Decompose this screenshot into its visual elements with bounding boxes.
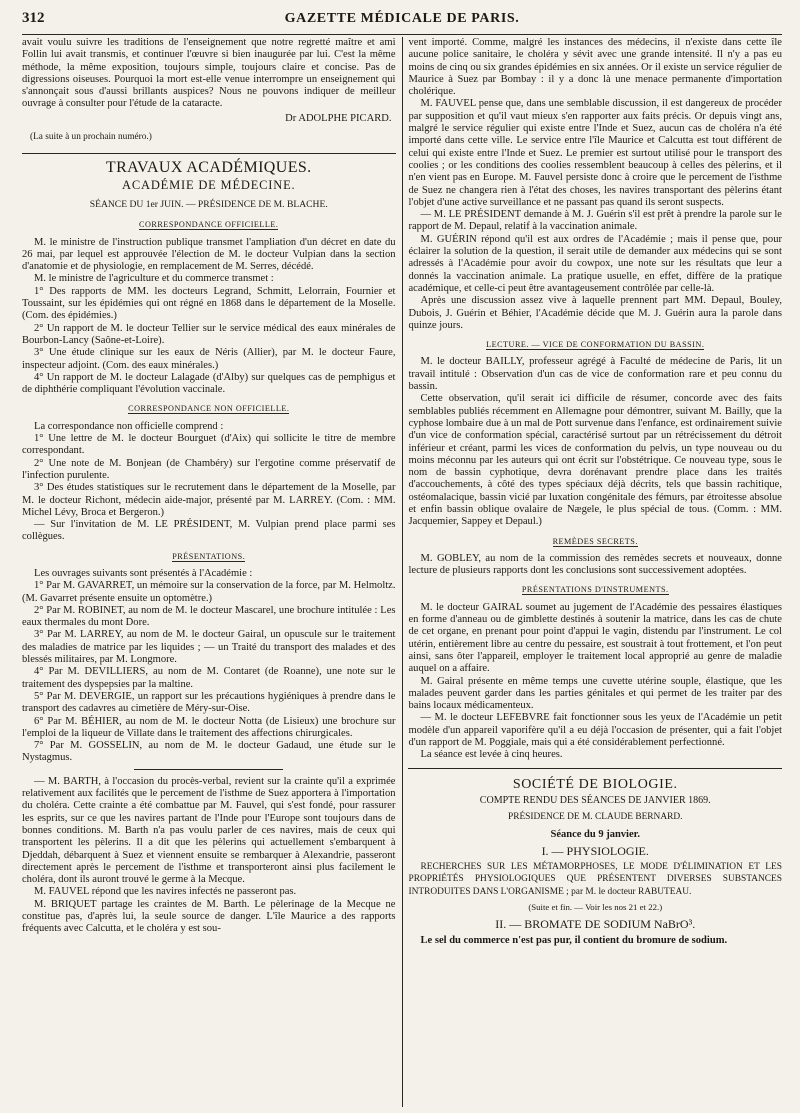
- report-heading: COMPTE RENDU DES SÉANCES DE JANVIER 1869.: [479, 794, 711, 806]
- academy-heading: ACADÉMIE DE MÉDECINE.: [122, 177, 296, 192]
- paragraph: 3° Par M. LARREY, au nom de M. le docteur Gairal, un opuscule sur le traitement des maladies de matrice par les liquides ; — un Traité du transport des malades et des blessés militaires, par M. Longmore.: [22, 629, 396, 666]
- paragraph: — M. BARTH, à l'occasion du procès-verbal, revient sur la crainte qu'il a exprimée relativement aux facilités que le percement de l'isthme de Suez apportera à l'importation du choléra. Cette crainte a été combattue par M. Fauvel, qui s'est fondé, pour rassurer les esprits, sur ce que les navires partant de l'Inde pour l'Europe sont toujours dans de bonnes conditions. M. Barth n'a pas voulu parler de ces navires, mais de ceux qui transportent les pèlerins. Il a dit que les pèlerins qui actuellement s'embarquent à Djeddah, débarquent à Suez et viennent ensuite se rembarquer à Alexandrie, passeront directement après le percement de l'isthme et transporteront ainsi plus facilement le choléra, dont ils auront trouvé le germe à la Mecque.: [22, 775, 396, 886]
- page-number: 312: [22, 10, 45, 26]
- subsection-heading: PRÉSENTATIONS D'INSTRUMENTS.: [521, 585, 669, 595]
- paragraph: M. BRIQUET partage les craintes de M. Barth. Le pèlerinage de la Mecque ne constitue pas, d'après lui, la seule source de danger. L'île Maurice a des rapports fréquents avec Calcutta, et le choléra y est sou-: [22, 898, 396, 935]
- paragraph: 1° Une lettre de M. le docteur Bourguet (d'Aix) qui sollicite le titre de membre correspondant.: [22, 433, 396, 457]
- paragraph: 5° Par M. DEVERGIE, un rapport sur les précautions hygiéniques à prendre dans le transport des cadavres au cimetière de Méry-sur-Oise.: [22, 690, 396, 715]
- bromate-heading: II. — BROMATE DE SODIUM NaBrO³.: [495, 917, 696, 932]
- divider: [408, 768, 782, 769]
- seance-heading: SÉANCE DU 1er JUIN. — PRÉSIDENCE DE M. BLACHE.: [89, 198, 328, 210]
- paragraph: — M. LE PRÉSIDENT demande à M. J. Guérin s'il est prêt à prendre la parole sur le rapport de M. Depaul, relatif à la vaccination animale.: [408, 209, 782, 233]
- paragraph: 3° Des études statistiques sur le recrutement dans le département de la Moselle, par M. le docteur Richont, médecin aide-major, présenté par M. LARREY. (Com. : MM. Michel Lévy, Broca et Bergeron.): [22, 482, 396, 518]
- columns: [22, 37, 782, 1107]
- paragraph: M. FAUVEL pense que, dans une semblable discussion, il est dangereux de procéder par supposition et qu'il vaut mieux s'en rapporter aux faits précis. Or depuis vingt ans, malgré le service régulier qui existe entre l'Inde et Suez, aucun cas de choléra n'a été importé dans cette ville. Le service entre l'île Maurice et Calcutta est tout différent de celui qui existe entre l'Inde et Suez. Le premier est surtout utilisé pour le transport des coolies ; or les conditions des coolies ressemblent beaucoup à celles des pèlerins, et il n'en vient pas en Europe. M. Fauvel persiste donc à croire que le percement de l'isthme de Suez ne changera rien à l'état des choses, les navires transportant des pèlerins étant l'objet d'une active surveillance et ne passant pas quand ils seront suspects.: [408, 98, 782, 208]
- paragraph: 7° Par M. GOSSELIN, au nom de M. le docteur Gadaud, une étude sur le Nystagmus.: [22, 740, 396, 764]
- paragraph: M. le ministre de l'instruction publique transmet l'ampliation d'un décret en date du 26 mai, par lequel est approuvée l'élection de M. le docteur Vulpian dans la section d'anatomie et de physiologie, en remplacement de M. Serres, décédé.: [22, 236, 396, 273]
- left-column: [22, 37, 396, 1107]
- paragraph: Les ouvrages suivants sont présentés à l'Académie :: [34, 567, 253, 579]
- society-title: SOCIÉTÉ DE BIOLOGIE.: [512, 776, 678, 792]
- paragraph: Cette observation, qu'il serait ici difficile de résumer, concorde avec des faits semblables publiés récemment en Allemagne pour démontrer, suivant M. Bailly, que la cyphose lombaire due à un mal de Pott survenue dans l'enfance, est ordinairement suivie d'un vice de conformation spécial, caractérisé surtout par un rétrécissement du détroit inférieur et créant, parmi les vices de conformation du pelvis, un type nouveau ou du moins méconnu par les auteurs qui ont écrit sur l'obstétrique. Ce nouveau type, sous le nom de bassin cyphotique, devra dorénavant prendre place dans les traités d'accouchements, à côté des types spéciaux déjà décrits, tels que bassin rachitique, ostéomalacique, bassin vicié par luxation congénitale des fémurs, par étroitesse absolue et enfin bassin oblique ovalaire de Nægele, le plus spécial de tous. (Comm. : MM. Jacquemier, Sappey et Depaul.): [408, 393, 782, 528]
- seance-date: Séance du 9 janvier.: [550, 828, 640, 840]
- paragraph: 6° Par M. BÉHIER, au nom de M. le docteur Notta (de Lisieux) une brochure sur l'emploi de la liqueur de Villate dans le traitement des affections chirurgicales.: [22, 715, 396, 739]
- divider: [134, 769, 283, 770]
- continuation-note: (Suite et fin. — Voir les nos 21 et 22.): [528, 902, 663, 912]
- paragraph: 4° Par M. DEVILLIERS, au nom de M. Contaret (de Roanne), une note sur le traitement des dyspepsies par la maltine.: [22, 666, 396, 690]
- subsection-heading: REMÈDES SECRETS.: [552, 536, 638, 546]
- paragraph: M. FAUVEL répond que les navires infectés ne passeront pas.: [34, 886, 297, 898]
- signature: Dr ADOLPHE PICARD.: [285, 112, 392, 124]
- physiology-heading: I. — PHYSIOLOGIE.: [541, 843, 649, 858]
- section-title: TRAVAUX ACADÉMIQUES.: [105, 159, 312, 177]
- subsection-heading: LECTURE. — VICE DE CONFORMATION DU BASSIN.: [486, 340, 705, 350]
- paragraph: La correspondance non officielle comprend :: [34, 420, 224, 432]
- paragraph: M. le docteur GAIRAL soumet au jugement de l'Académie des pessaires élastiques en forme d'anneau ou de gimblette destinés à soutenir la matrice, dans les cas de chute de cet organe, en prenant pour point d'appui le vagin, distendu par l'instrument. Le col utérin, entièrement libre au centre du pessaire, est soustrait à tout frottement, et l'on peut ainsi, sans ôter l'appareil, employer le traitement local approprié au genre de maladie auquel on a affaire.: [408, 601, 782, 675]
- paragraph: 3° Une étude clinique sur les eaux de Néris (Allier), par M. le docteur Faure, inspecteur adjoint. (Com. des eaux minérales.): [22, 347, 396, 371]
- paragraph: M. le docteur BAILLY, professeur agrégé à Faculté de médecine de Paris, lit un travail intitulé : Observation d'un cas de vice de conformation rare et peu connu du bassin.: [408, 356, 782, 393]
- paragraph: M. Gairal présente en même temps une cuvette utérine souple, élastique, que les malades peuvent garder dans les parties génitales et qui permet de les traiter par des bains locaux médicamenteux.: [408, 675, 782, 712]
- paragraph: — Sur l'invitation de M. LE PRÉSIDENT, M. Vulpian prend place parmi ses collègues.: [22, 519, 396, 543]
- paragraph: M. le ministre de l'agriculture et du commerce transmet :: [34, 273, 274, 285]
- column-rule: [402, 37, 403, 1107]
- continued-note: (La suite à un prochain numéro.): [30, 132, 152, 143]
- journal-title: GAZETTE MÉDICALE DE PARIS.: [284, 11, 520, 26]
- paragraph: 2° Une note de M. Bonjean (de Chambéry) sur l'ergotine comme préservatif de l'infection purulente.: [22, 457, 396, 481]
- subsection-heading: CORRESPONDANCE NON OFFICIELLE.: [128, 404, 290, 414]
- subsection-heading: CORRESPONDANCE OFFICIELLE.: [139, 220, 279, 230]
- presidency-heading: PRÉSIDENCE DE M. CLAUDE BERNARD.: [507, 812, 683, 823]
- paragraph: M. GOBLEY, au nom de la commission des remèdes secrets et nouveaux, donne lecture de plusieurs rapports dont les conclusions sont successivement adoptées.: [408, 552, 782, 577]
- right-column: [408, 37, 782, 1107]
- paragraph: Le sel du commerce n'est pas pur, il contient du bromure de sodium.: [420, 934, 728, 946]
- page-header: [22, 10, 782, 35]
- paragraph: 2° Un rapport de M. le docteur Tellier sur le service médical des eaux minérales de Bourbon-Lancy (Saône-et-Loire).: [22, 322, 396, 346]
- subsection-heading: PRÉSENTATIONS.: [172, 551, 246, 561]
- research-title: RECHERCHES SUR LES MÉTAMORPHOSES, LE MODE D'ÉLIMINATION ET LES PROPRIÉTÉS PHYSIOLOGIQUES QUE PRÉSENTENT DIVERSES SUBSTANCES INTRODUITES DANS L'ORGANISME ; par M. le docteur RABUTEAU.: [408, 862, 782, 897]
- paragraph: vent importé. Comme, malgré les instances des médecins, il n'existe dans cette île aucune police sanitaire, le choléra y sévit avec une grande intensité. Il n'y a pas eu moins de cinq ou six grandes épidémies en six années. Or il existe un service régulier de Maurice à Suez par Bombay : il y a donc là une menace permanente d'importation cholérique.: [408, 37, 782, 98]
- divider: [22, 153, 396, 154]
- paragraph: Après une discussion assez vive à laquelle prennent part MM. Depaul, Bouley, Dubois, J. Guérin et Béhier, l'Académie décide que M. J. Guérin aura la parole dans quinze jours.: [408, 295, 782, 331]
- paragraph: 1° Des rapports de MM. les docteurs Legrand, Schmitt, Lelorrain, Fournier et Toussaint, sur les épidémies qui ont régné en 1868 dans le département de la Moselle. (Com. des épidémies.): [22, 285, 396, 322]
- paragraph: La séance est levée à cinq heures.: [420, 749, 563, 761]
- paragraph: avait voulu suivre les traditions de l'enseignement que notre regretté maître et ami Follin lui avait transmis, et continuer l'œuvre si bien inaugurée par lui. C'est la même méthode, la même exposition, toujours simple, toujours claire et concise. Pas de digressions oiseuses. Pourquoi la mort est-elle venue interrompre un enseignement qui s'annonçait sous d'aussi brillants auspices? Nous ne pouvons indiquer de meilleur ouvrage à consulter pour l'étude de la cataracte.: [22, 37, 396, 110]
- paragraph: — M. le docteur LEFEBVRE fait fonctionner sous les yeux de l'Académie un petit modèle d'un appareil vaporifère qu'il a eu déjà l'occasion de présenter, qui a fait l'objet d'un rapport de M. Poggiale, mais qui a été considérablement perfectionné.: [408, 712, 782, 749]
- paragraph: 1° Par M. GAVARRET, un mémoire sur la conservation de la force, par M. Helmoltz. (M. Gavarret présente ensuite un optomètre.): [22, 580, 396, 604]
- paragraph: 4° Un rapport de M. le docteur Lalagade (d'Alby) sur quelques cas de pemphigus et de diphthérie compliquant l'évolution vaccinale.: [22, 371, 396, 396]
- paragraph: 2° Par M. ROBINET, au nom de M. le docteur Mascarel, une brochure intitulée : Les eaux thermales du mont Dore.: [22, 604, 396, 629]
- paragraph: M. GUÉRIN répond qu'il est aux ordres de l'Académie ; mais il pense que, pour éclairer la solution de la question, il serait utile de demander aux médecins qui se sont adressés à l'Académie pour avoir du cowpox, une note sur les résultats que leur a donnés la vaccination animale. La pratique usuelle, en effet, diffère de la pratique académique, et celle-ci peut être avantageusement contrôlée par celle-là.: [408, 233, 782, 294]
